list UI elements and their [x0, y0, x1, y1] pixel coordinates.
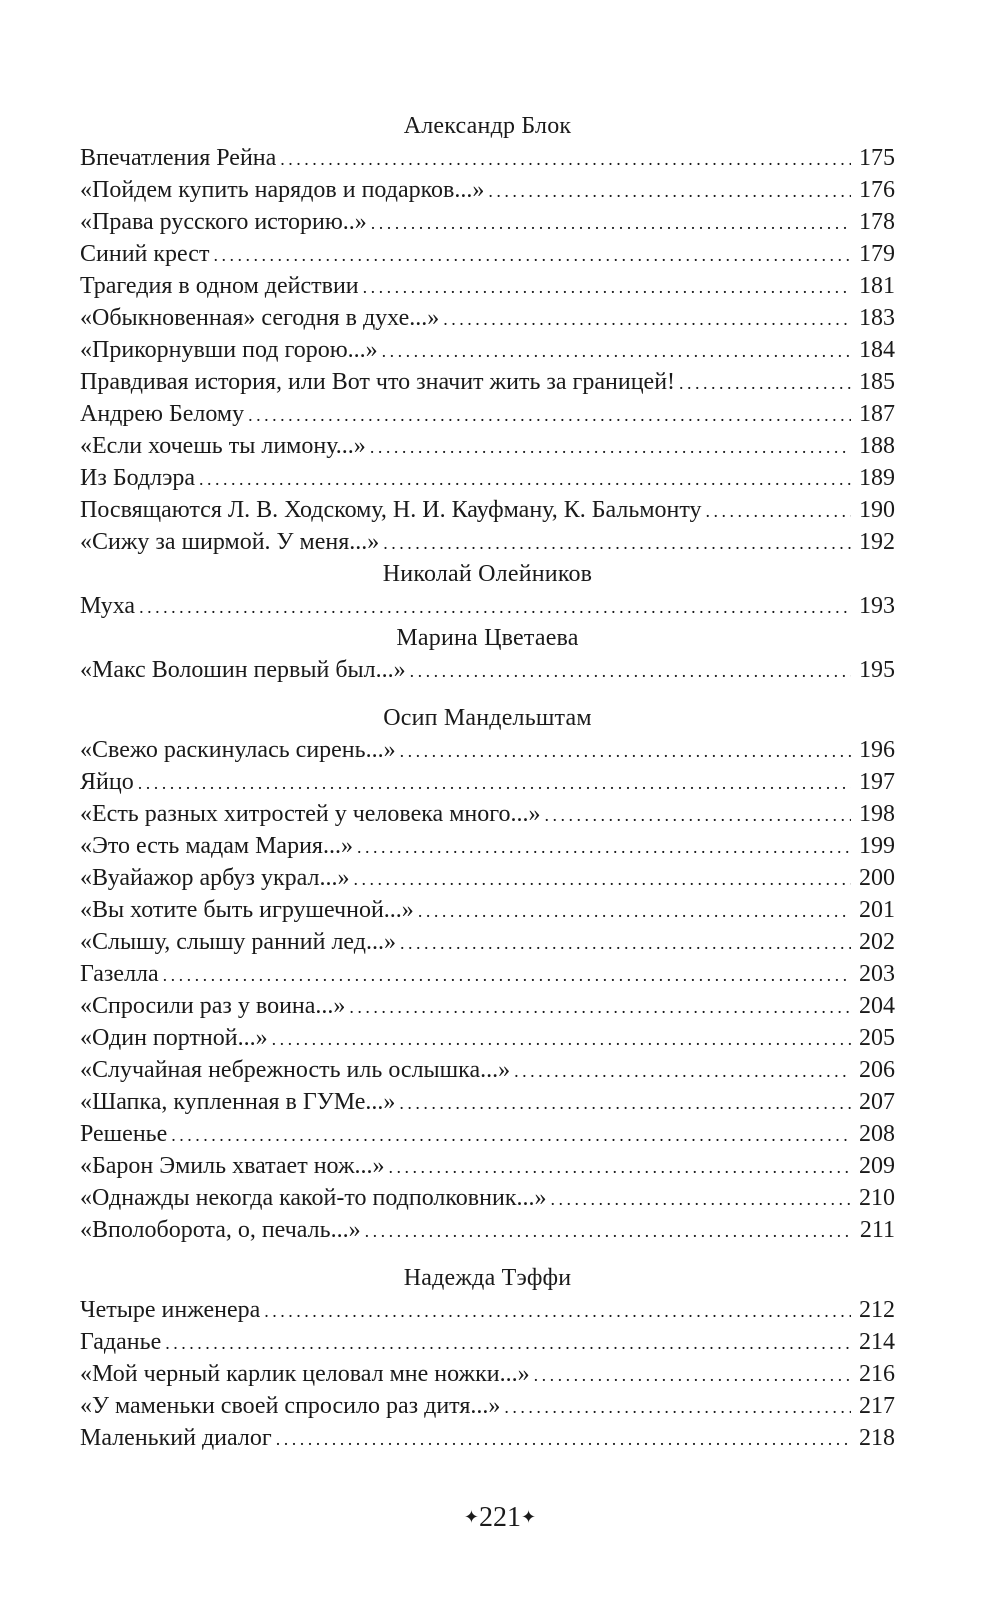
dot-leader — [199, 462, 851, 495]
toc-entry — [80, 494, 895, 526]
entry-page-number: 197 — [859, 769, 895, 795]
dot-leader — [371, 206, 851, 239]
toc-entry — [80, 398, 895, 430]
entry-page-number: 181 — [859, 273, 895, 299]
entry-title: Гаданье — [80, 1329, 162, 1355]
dot-leader — [488, 174, 851, 207]
entry-page-number: 216 — [859, 1361, 895, 1387]
toc-entry — [80, 270, 895, 302]
entry-title: «Права русского историю..» — [80, 209, 367, 235]
toc-entry — [80, 142, 895, 174]
entry-title: «Один портной...» — [80, 1025, 268, 1051]
dot-leader — [165, 1326, 851, 1359]
entry-title: «Сижу за ширмой. У меня...» — [80, 529, 380, 555]
toc-entry — [80, 526, 895, 558]
entry-page-number: 175 — [859, 145, 895, 171]
entry-title: Посвящаются Л. В. Ходскому, Н. И. Кауфману, К. Бальмонту — [80, 497, 702, 523]
toc-section — [80, 702, 895, 1246]
entry-title: Решенье — [80, 1121, 168, 1147]
toc-section — [80, 622, 895, 686]
entry-page-number: 187 — [859, 401, 895, 427]
toc-section — [80, 558, 895, 622]
entry-page-number: 185 — [859, 369, 895, 395]
entry-title: Газелла — [80, 961, 159, 987]
entry-page-number: 217 — [859, 1393, 895, 1419]
entry-title: Маленький диалог — [80, 1425, 272, 1451]
toc-entry — [80, 990, 895, 1022]
toc-entry — [80, 926, 895, 958]
entry-title: «Мой черный карлик целовал мне ножки...» — [80, 1361, 530, 1387]
entry-title: Правдивая история, или Вот что значит жить за границей! — [80, 369, 676, 395]
entry-page-number: 192 — [859, 529, 895, 555]
toc-entry — [80, 1086, 895, 1118]
dot-leader — [365, 1214, 851, 1247]
section-author: Осип Мандельштам — [383, 705, 592, 731]
toc-entry — [80, 1358, 895, 1390]
toc-entry — [80, 958, 895, 990]
dot-leader — [410, 654, 851, 687]
entry-title: «Спросили раз у воина...» — [80, 993, 346, 1019]
entry-page-number: 202 — [859, 929, 895, 955]
entry-title: Из Бодлэра — [80, 465, 196, 491]
toc-section — [80, 110, 895, 558]
page-folio — [0, 1500, 1000, 1535]
entry-page-number: 199 — [859, 833, 895, 859]
dot-leader — [163, 958, 851, 991]
entry-page-number: 176 — [859, 177, 895, 203]
toc-entry — [80, 590, 895, 622]
toc-entry — [80, 766, 895, 798]
section-author: Николай Олейников — [382, 561, 593, 587]
entry-title: Яйцо — [80, 769, 134, 795]
entry-title: «Если хочешь ты лимону...» — [80, 433, 366, 459]
table-of-contents — [80, 110, 895, 1454]
entry-page-number: 214 — [859, 1329, 895, 1355]
dot-leader — [400, 734, 851, 767]
entry-page-number: 179 — [859, 241, 895, 267]
dot-leader — [353, 862, 851, 895]
entry-title: «Прикорнувши под горою...» — [80, 337, 378, 363]
entry-page-number: 190 — [859, 497, 895, 523]
toc-entry — [80, 734, 895, 766]
entry-title: «Это есть мадам Мария...» — [80, 833, 353, 859]
dot-leader — [276, 1422, 851, 1455]
dot-leader — [349, 990, 851, 1023]
toc-entry — [80, 366, 895, 398]
entry-page-number: 184 — [859, 337, 895, 363]
entry-title: Андрею Белому — [80, 401, 245, 427]
entry-title: «У маменьки своей спросило раз дитя...» — [80, 1393, 501, 1419]
toc-entry — [80, 1422, 895, 1454]
entry-page-number: 208 — [859, 1121, 895, 1147]
dot-leader — [706, 494, 851, 527]
entry-page-number: 195 — [859, 657, 895, 683]
entry-page-number: 209 — [859, 1153, 895, 1179]
toc-entry — [80, 1150, 895, 1182]
entry-title: Муха — [80, 593, 136, 619]
right-diamond-ornament-icon: ✦ — [521, 1507, 537, 1527]
toc-entry — [80, 1118, 895, 1150]
entry-page-number: 201 — [859, 897, 895, 923]
toc-entry — [80, 894, 895, 926]
entry-title: «Однажды некогда какой-то подполковник...» — [80, 1185, 547, 1211]
toc-section — [80, 1262, 895, 1454]
entry-page-number: 204 — [859, 993, 895, 1019]
section-author: Александр Блок — [403, 113, 572, 139]
entry-title: «Вполоборота, о, печаль...» — [80, 1217, 361, 1243]
dot-leader — [280, 142, 851, 175]
toc-entry — [80, 174, 895, 206]
toc-entry — [80, 302, 895, 334]
dot-leader — [138, 766, 851, 799]
entry-title: «Вы хотите быть игрушечной...» — [80, 897, 414, 923]
toc-entry — [80, 206, 895, 238]
dot-leader — [514, 1054, 851, 1087]
toc-entry — [80, 830, 895, 862]
dot-leader — [400, 926, 851, 959]
section-author: Марина Цветаева — [396, 625, 579, 651]
entry-page-number: 203 — [859, 961, 895, 987]
toc-entry — [80, 1326, 895, 1358]
entry-title: «Случайная небрежность иль ослышка...» — [80, 1057, 511, 1083]
entry-title: Четыре инженера — [80, 1297, 261, 1323]
entry-page-number: 183 — [859, 305, 895, 331]
entry-page-number: 206 — [859, 1057, 895, 1083]
entry-title: «Макс Волошин первый был...» — [80, 657, 406, 683]
dot-leader — [248, 398, 851, 431]
dot-leader — [399, 1086, 851, 1119]
entry-title: «Свежо раскинулась сирень...» — [80, 737, 396, 763]
dot-leader — [171, 1118, 851, 1151]
entry-page-number: 188 — [859, 433, 895, 459]
dot-leader — [550, 1182, 851, 1215]
folio-number: 221 — [479, 1502, 521, 1533]
dot-leader — [534, 1358, 851, 1391]
entry-page-number: 193 — [859, 593, 895, 619]
toc-entry — [80, 1022, 895, 1054]
entry-title: «Обыкновенная» сегодня в духе...» — [80, 305, 440, 331]
dot-leader — [213, 238, 851, 271]
dot-leader — [504, 1390, 851, 1423]
entry-title: Синий крест — [80, 241, 210, 267]
dot-leader — [363, 270, 851, 303]
dot-leader — [443, 302, 851, 335]
entry-page-number: 212 — [859, 1297, 895, 1323]
dot-leader — [139, 590, 851, 623]
toc-entry — [80, 1294, 895, 1326]
section-author: Надежда Тэффи — [403, 1265, 572, 1291]
dot-leader — [544, 798, 851, 831]
toc-entry — [80, 334, 895, 366]
dot-leader — [370, 430, 851, 463]
toc-entry — [80, 1054, 895, 1086]
toc-entry — [80, 1182, 895, 1214]
toc-entry — [80, 238, 895, 270]
entry-page-number: 200 — [859, 865, 895, 891]
toc-entry — [80, 798, 895, 830]
dot-leader — [357, 830, 851, 863]
entry-title: «Вуайажор арбуз украл...» — [80, 865, 350, 891]
entry-title: Впечатления Рейна — [80, 145, 277, 171]
toc-entry — [80, 1214, 895, 1246]
toc-entry — [80, 862, 895, 894]
entry-title: «Есть разных хитростей у человека много...» — [80, 801, 541, 827]
dot-leader — [418, 894, 851, 927]
entry-page-number: 198 — [859, 801, 895, 827]
left-diamond-ornament-icon: ✦ — [463, 1507, 479, 1527]
entry-page-number: 210 — [859, 1185, 895, 1211]
entry-title: «Пойдем купить нарядов и подарков...» — [80, 177, 485, 203]
dot-leader — [272, 1022, 851, 1055]
toc-entry — [80, 462, 895, 494]
dot-leader — [389, 1150, 851, 1183]
entry-title: «Слышу, слышу ранний лед...» — [80, 929, 396, 955]
entry-page-number: 178 — [859, 209, 895, 235]
entry-title: Трагедия в одном действии — [80, 273, 359, 299]
dot-leader — [383, 526, 851, 559]
entry-page-number: 207 — [859, 1089, 895, 1115]
entry-page-number: 205 — [859, 1025, 895, 1051]
dot-leader — [679, 366, 851, 399]
toc-entry — [80, 1390, 895, 1422]
toc-entry — [80, 654, 895, 686]
dot-leader — [382, 334, 851, 367]
entry-page-number: 218 — [859, 1425, 895, 1451]
entry-page-number: 189 — [859, 465, 895, 491]
toc-entry — [80, 430, 895, 462]
entry-title: «Барон Эмиль хватает нож...» — [80, 1153, 385, 1179]
entry-page-number: 196 — [859, 737, 895, 763]
dot-leader — [264, 1294, 851, 1327]
entry-page-number: 211 — [859, 1217, 895, 1243]
entry-title: «Шапка, купленная в ГУМе...» — [80, 1089, 396, 1115]
